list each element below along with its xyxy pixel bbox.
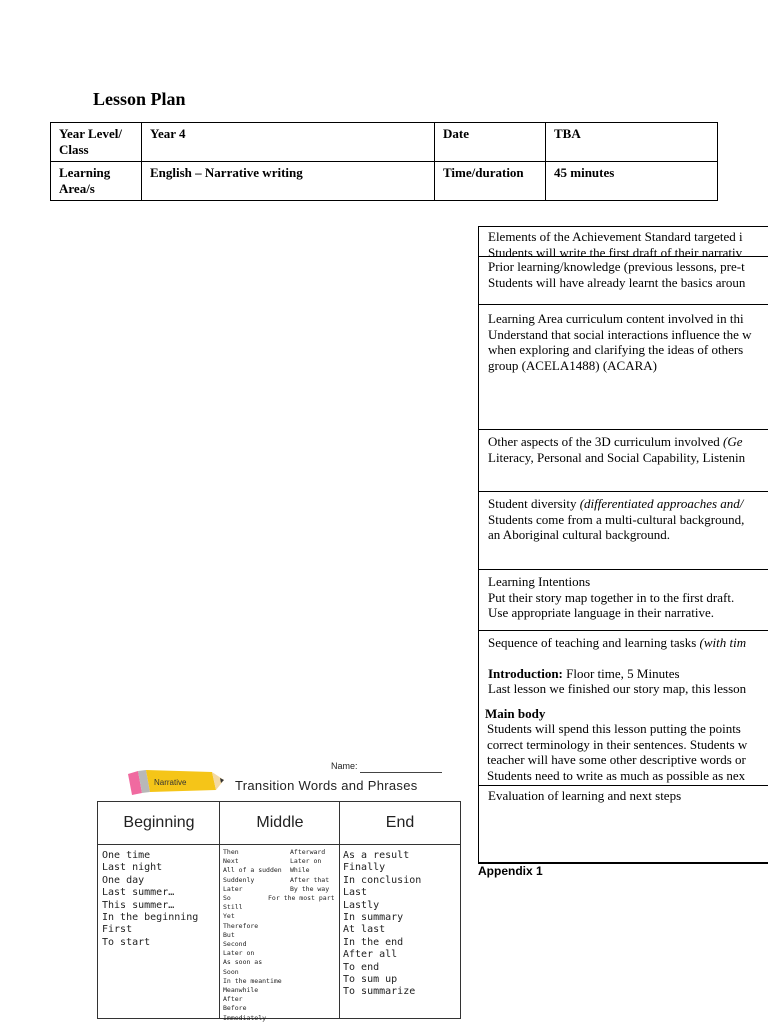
list-item: One day: [102, 874, 145, 886]
list-item: After: [223, 995, 243, 1004]
list-item: Finally: [343, 862, 386, 874]
intentions-heading: Learning Intentions: [488, 574, 591, 589]
list-item: Therefore: [223, 921, 259, 930]
list-item: Afterward: [290, 848, 326, 856]
list-item: Last night: [102, 862, 163, 874]
list-item: Meanwhile: [223, 986, 259, 995]
list-item: As soon as: [223, 958, 263, 967]
name-line: [360, 772, 442, 773]
list-item: Then: [223, 848, 239, 856]
transition-words-worksheet: [97, 758, 463, 1020]
list-item: Last summer…: [102, 887, 175, 899]
list-item: As a result: [343, 850, 410, 861]
learning-area-label: Learning Area/s: [51, 162, 142, 201]
aspects-text: Literacy, Personal and Social Capability, Listenin: [488, 449, 746, 465]
list-item: Later: [223, 884, 243, 893]
appendix-label: Appendix 1: [478, 864, 543, 878]
list-item: By the way: [290, 884, 330, 893]
list-item: To end: [343, 961, 380, 973]
worksheet-title: Transition Words and Phrases: [235, 778, 418, 793]
header-end: End: [385, 814, 415, 831]
list-item: Later on: [223, 949, 255, 958]
list-item: Later on: [290, 857, 322, 866]
curriculum-line-2: when exploring and clarifying the ideas of others: [488, 342, 744, 357]
prior-text: Students will have already learnt the basics aroun: [488, 274, 746, 290]
time-label: Time/duration: [435, 162, 546, 201]
date-value: TBA: [546, 123, 718, 162]
diversity-line-1: Students come from a multi-cultural background,: [488, 511, 745, 527]
middle-extra-item: For the most part: [268, 894, 335, 902]
diversity-heading: Student diversity: [488, 496, 580, 511]
introduction-label: Introduction:: [488, 665, 563, 681]
main-body-line-1: Students will spend this lesson putting the points: [487, 721, 741, 736]
prior-learning-section: [479, 257, 768, 305]
list-item: Yet: [223, 912, 235, 921]
curriculum-aspects-section: [479, 430, 768, 492]
list-item: To summarize: [343, 986, 416, 998]
main-body-label: Main body: [485, 705, 546, 721]
main-body-line-3: teacher will have some other descriptive words or: [487, 752, 746, 767]
end-word-list: [343, 850, 421, 999]
time-value: 45 minutes: [546, 162, 718, 201]
evaluation-section: [479, 786, 768, 863]
beginning-word-list: [102, 850, 198, 949]
lesson-details-table: [478, 226, 768, 864]
list-item: In the beginning: [102, 912, 199, 924]
list-item: To start: [102, 936, 151, 948]
sequence-section: [479, 631, 768, 786]
list-item: First: [102, 924, 133, 936]
aspects-heading: Other aspects of the 3D curriculum involved: [488, 434, 724, 449]
pencil-label: Narrative: [154, 778, 187, 787]
list-item: One time: [102, 850, 151, 861]
achievement-text: Students will write the first draft of their narrativ: [488, 244, 743, 257]
learning-area-value: English – Narrative writing: [142, 162, 435, 201]
learning-intentions-section: [479, 570, 768, 631]
sequence-heading-italic: (with tim: [699, 635, 747, 650]
list-item: Soon: [223, 967, 239, 976]
intentions-line-1: Put their story map together in to the first draft.: [488, 589, 735, 605]
list-item: In conclusion: [343, 874, 422, 886]
intentions-line-2: Use appropriate language in their narrative.: [488, 605, 714, 620]
year-level-label: Year Level/ Class: [51, 123, 142, 162]
list-item: This summer…: [102, 899, 175, 911]
achievement-section: [479, 227, 768, 257]
curriculum-section: [479, 305, 768, 430]
list-item: After all: [343, 949, 398, 961]
list-item: At last: [343, 924, 386, 936]
year-level-value: Year 4: [142, 123, 435, 162]
date-label: Date: [435, 123, 546, 162]
header-beginning: Beginning: [123, 814, 195, 831]
list-item: Before: [223, 1004, 247, 1013]
student-diversity-section: [479, 492, 768, 570]
middle-word-list-left: [223, 848, 282, 1023]
list-item: In summary: [343, 912, 404, 924]
diversity-heading-italic: (differentiated approaches and/: [579, 496, 744, 511]
lesson-header-table: [50, 122, 718, 201]
name-label: Name:: [331, 761, 358, 771]
sequence-heading: Sequence of teaching and learning tasks: [488, 635, 700, 650]
list-item: But: [223, 930, 235, 939]
pencil-icon: [120, 768, 224, 796]
introduction-line: Last lesson we finished our story map, this lesson: [488, 681, 747, 696]
list-item: Last: [343, 887, 368, 899]
list-item: Next: [223, 857, 239, 866]
list-item: Lastly: [343, 899, 380, 911]
document-title: Lesson Plan: [93, 89, 186, 109]
achievement-heading: Elements of the Achievement Standard targeted i: [488, 229, 743, 244]
list-item: So: [223, 894, 231, 903]
list-item: Immediately: [223, 1013, 267, 1022]
list-item: While: [290, 866, 310, 875]
evaluation-heading: Evaluation of learning and next steps: [488, 788, 682, 803]
introduction-text: Floor time, 5 Minutes: [562, 665, 680, 681]
list-item: Second: [223, 940, 247, 949]
middle-word-list-right: [290, 848, 329, 894]
curriculum-heading: Learning Area curriculum content involved in thi: [488, 311, 744, 326]
list-item: After that: [290, 875, 330, 884]
aspects-heading-italic: (Ge: [723, 434, 743, 449]
main-body-line-4: Students need to write as much as possible as nex: [487, 767, 746, 783]
diversity-line-2: an Aboriginal cultural background.: [488, 527, 670, 542]
curriculum-line-3: group (ACELA1488) (ACARA): [488, 357, 657, 373]
prior-heading: Prior learning/knowledge (previous lessons, pre-t: [488, 259, 745, 274]
main-body-line-2: correct terminology in their sentences. Students w: [487, 736, 748, 752]
header-middle: Middle: [256, 814, 304, 831]
list-item: All of a sudden: [223, 866, 282, 875]
list-item: Suddenly: [223, 875, 255, 884]
curriculum-line-1: Understand that social interactions influence the w: [488, 326, 752, 342]
list-item: In the end: [343, 936, 404, 948]
header-divider: [98, 844, 460, 845]
list-item: In the meantime: [223, 976, 282, 985]
list-item: Still: [223, 903, 243, 912]
transition-words-grid: [97, 801, 461, 1022]
list-item: To sum up: [343, 974, 398, 986]
